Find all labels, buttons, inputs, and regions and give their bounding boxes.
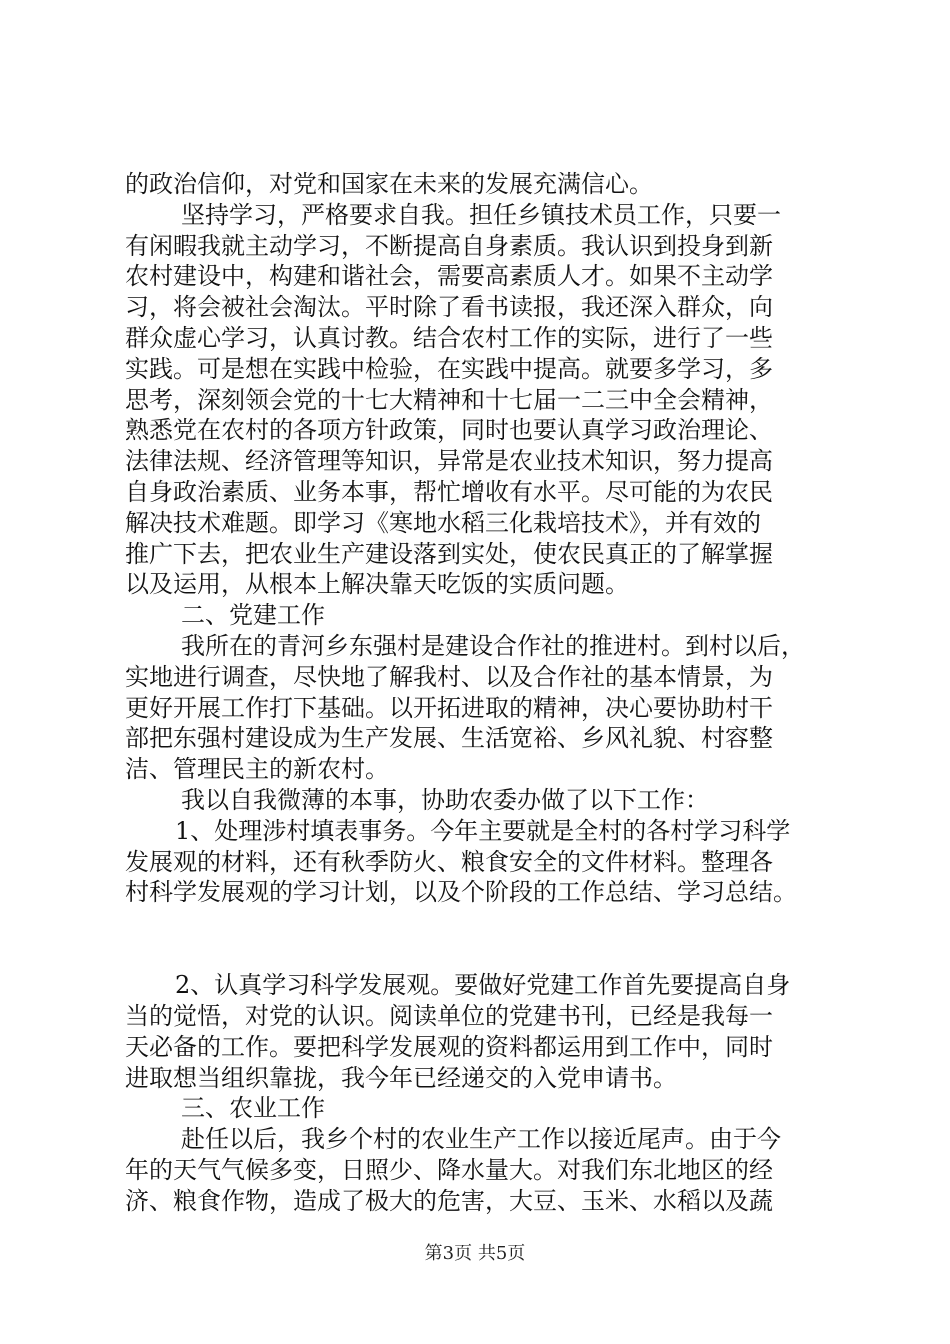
paragraph-start-line: 我以自我微薄的本事，协助农委办做了以下工作：: [181, 785, 709, 814]
section-heading: 三、农业工作: [181, 1094, 325, 1123]
text-line: 实地进行调查，尽快地了解我村、以及合作社的基本情景，为: [125, 662, 773, 691]
text-line: 思考，深刻领会党的十七大精神和十七届一二三中全会精神，: [125, 385, 773, 414]
text-line: 更好开展工作打下基础。以开拓进取的精神，决心要协助村干: [125, 693, 773, 722]
text-line: 熟悉党在农村的各项方针政策，同时也要认真学习政治理论、: [125, 416, 773, 445]
text-line: 以及运用，从根本上解决靠天吃饭的实质问题。: [125, 570, 629, 599]
text-line: 法律法规、经济管理等知识，异常是农业技术知识，努力提高: [125, 447, 773, 476]
text-line: 自身政治素质、业务本事，帮忙增收有水平。尽可能的为农民: [125, 477, 773, 506]
paragraph-start-line: 坚持学习，严格要求自我。担任乡镇技术员工作，只要一: [181, 200, 781, 229]
text-line: 发展观的材料，还有秋季防火、粮食安全的文件材料。整理各: [125, 847, 773, 876]
paragraph-start-line: 赴任以后，我乡个村的农业生产工作以接近尾声。由于今: [181, 1125, 781, 1154]
page-footer: 第3页 共5页: [424, 1243, 526, 1264]
document-body: [125, 169, 845, 1217]
text-line: 推广下去，把农业生产建设落到实处，使农民真正的了解掌握: [125, 539, 773, 568]
section-heading: 二、党建工作: [181, 601, 325, 630]
text-line: 有闲暇我就主动学习，不断提高自身素质。我认识到投身到新: [125, 231, 773, 260]
paragraph-start-line: 我所在的青河乡东强村是建设合作社的推进村。到村以后，: [181, 631, 805, 660]
text-line: 年的天气气候多变，日照少、降水量大。对我们东北地区的经: [125, 1155, 773, 1184]
text-line: 群众虚心学习，认真讨教。结合农村工作的实际，进行了一些: [125, 323, 773, 352]
text-line: 当的觉悟，对党的认识。阅读单位的党建书刊，已经是我每一: [125, 1001, 773, 1030]
text-line: 进取想当组织靠拢，我今年已经递交的入党申请书。: [125, 1063, 677, 1092]
text-line: 村科学发展观的学习计划，以及个阶段的工作总结、学习总结。: [125, 878, 797, 907]
text-line: 济、粮食作物，造成了极大的危害，大豆、玉米、水稻以及蔬: [125, 1186, 773, 1215]
text-line: 农村建设中，构建和谐社会，需要高素质人才。如果不主动学: [125, 262, 773, 291]
text-line: 实践。可是想在实践中检验，在实践中提高。就要多学习，多: [125, 354, 773, 383]
text-line: 的政治信仰，对党和国家在未来的发展充满信心。: [125, 170, 653, 198]
text-line: 习，将会被社会淘汰。平时除了看书读报，我还深入群众，向: [125, 293, 773, 322]
list-item-start-line: 1、处理涉村填表事务。今年主要就是全村的各村学习科学: [175, 816, 791, 845]
text-line: 部把东强村建设成为生产发展、生活宽裕、乡风礼貌、村容整: [125, 724, 773, 753]
blank-gap: [125, 908, 845, 970]
text-line: 天必备的工作。要把科学发展观的资料都运用到工作中，同时: [125, 1032, 773, 1061]
text-line: 解决技术难题。即学习《寒地水稻三化栽培技术》，并有效的: [125, 508, 761, 537]
list-item-start-line: 2、认真学习科学发展观。要做好党建工作首先要提高自身: [175, 971, 791, 1000]
text-line: 洁、管理民主的新农村。: [125, 755, 389, 784]
